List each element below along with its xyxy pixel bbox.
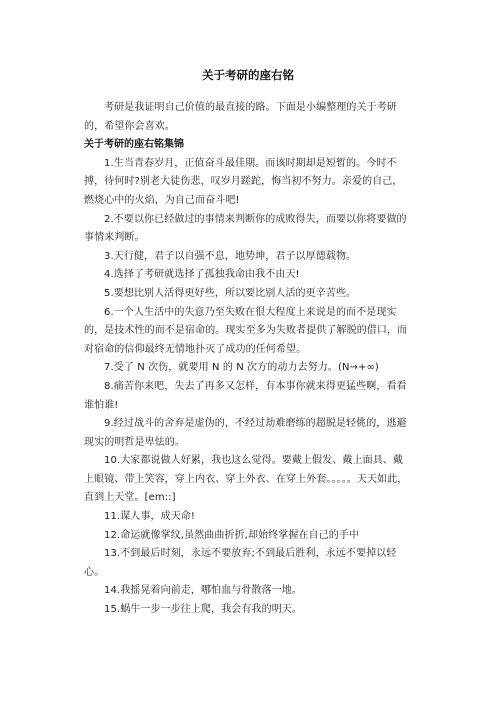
list-item: 13.不到最后时刻，永远不要放弃;不到最后胜利，永远不要掉以轻心。 — [84, 548, 397, 578]
document-title: 关于考研的座右铭 — [202, 68, 294, 82]
list-item: 1.生当青春岁月，正值奋斗最佳期。而该时期却是短暂的。今时不搏，待何时?别老大徒伤悲，叹岁月蹉跎，悔当初不努力。亲爱的自己，燃烧心中的火焰，为自己而奋斗吧! — [84, 157, 403, 206]
section-heading: 关于考研的座右铭集锦 — [84, 139, 184, 151]
list-item: 7.受了 N 次伤，就要用 N 的 N 次方的动力去努力。(N→+∞) — [104, 362, 379, 374]
list-item: 14.我摇晃着向前走，哪怕血与骨散落一地。 — [104, 585, 303, 597]
list-item: 4.选择了考研就选择了孤独我命由我不由天! — [104, 269, 300, 281]
list-item: 2.不要以你已经做过的事情来判断你的成败得失，而要以你将要做的事情来判断。 — [84, 213, 407, 244]
intro-paragraph: 考研是我证明自己价值的最直接的路。下面是小编整理的关于考研的，希望你会喜欢。 — [84, 102, 397, 132]
list-item: 8.痛苦你来吧，失去了再多又怎样，有本事你就来得更猛些啊，看看谁怕谁! — [84, 380, 407, 411]
list-item: 15.蜗牛一步一步往上爬，我会有我的明天。 — [104, 604, 303, 616]
list-item: 3.天行健，君子以自强不息，地势坤，君子以厚德载物。 — [104, 250, 357, 262]
list-item: 10.大家都说做人好累，我也这么觉得。要戴上假发、戴上面具、戴上眼镜、带上笑容，穿上内衣、穿上外衣、在穿上外套。。。。。天天如此，直到上天堂。[em::] — [84, 455, 408, 504]
list-item: 5.要想比别人活得更好些，所以要比别人活的更辛苦些。 — [104, 287, 357, 299]
list-item: 12.命运就像掌纹,虽然曲曲折折,却始终掌握在自己的手中 — [104, 529, 360, 541]
motto-list — [84, 155, 412, 620]
list-item: 6.一个人生活中的失意乃至失败在很大程度上来说是的而不是现实的，是技术性的而不是宿命的。现实至多为失败者提供了解脱的借口，而对宿命的信仰最终无情地扑灭了成功的任何希望。 — [84, 306, 408, 355]
list-item: 11.谋人事，成天命! — [104, 511, 196, 523]
list-item: 9.经过战斗的舍弃是虚伪的，不经过劫难磨练的超脱是轻佻的，逃避现实的明哲是卑怯的。 — [84, 418, 407, 448]
